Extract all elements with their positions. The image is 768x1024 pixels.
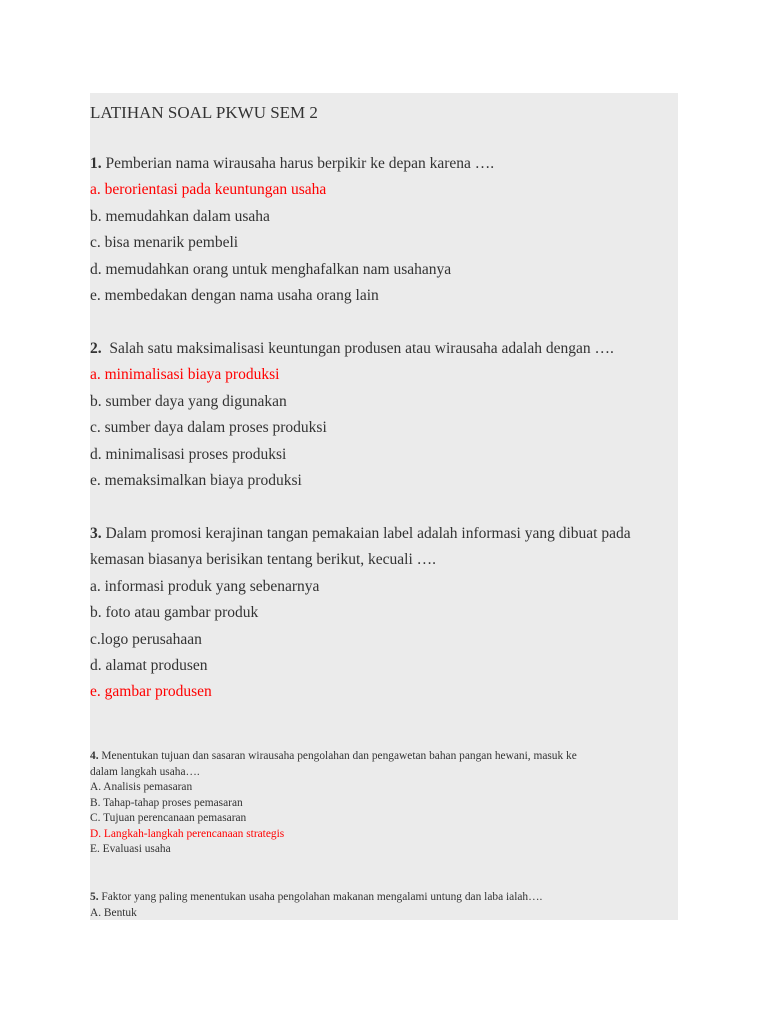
answer-option: b. foto atau gambar produk — [90, 604, 259, 622]
answer-option: e. memaksimalkan biaya produksi — [90, 471, 302, 489]
answer-option-correct: a. berorientasi pada keuntungan usaha — [90, 181, 327, 199]
answer-option: C. Tujuan perencanaan pemasaran — [90, 812, 247, 824]
question-number: 5. — [90, 891, 99, 903]
question-number: 3. — [90, 525, 102, 542]
answer-option: E. Evaluasi usaha — [90, 843, 171, 855]
question-text-line-2: kemasan biasanya berisikan tentang berikut, kecuali …. — [90, 551, 437, 569]
question-text: Faktor yang paling menentukan usaha pengolahan makanan mengalami untung dan laba ialah…. — [101, 891, 543, 903]
question-3 — [90, 521, 631, 706]
document-title: LATIHAN SOAL PKWU SEM 2 — [90, 103, 318, 122]
answer-option: A. Bentuk — [90, 906, 137, 919]
question-text-line-1: Menentukan tujuan dan sasaran wirausaha pengolahan dan pengawetan bahan pangan hewani, masuk ke — [101, 750, 577, 762]
question-text-line-2: dalam langkah usaha…. — [90, 765, 200, 778]
answer-option-correct: a. minimalisasi biaya produksi — [90, 366, 280, 384]
question-1 — [90, 151, 494, 309]
answer-option: d. alamat produsen — [90, 656, 208, 674]
answer-option: b. sumber daya yang digunakan — [90, 392, 287, 410]
answer-option: d. memudahkan orang untuk menghafalkan nam usahanya — [90, 260, 452, 278]
answer-option: d. minimalisasi proses produksi — [90, 445, 287, 463]
answer-option: b. memudahkan dalam usaha — [90, 207, 270, 225]
question-stem — [90, 151, 494, 177]
question-number: 2. — [90, 340, 102, 357]
question-stem — [90, 336, 614, 362]
question-text: Salah satu maksimalisasi keuntungan produsen atau wirausaha adalah dengan …. — [105, 340, 614, 357]
question-stem — [90, 521, 631, 547]
question-2 — [90, 336, 614, 494]
answer-option: a. informasi produk yang sebenarnya — [90, 577, 320, 595]
question-number: 4. — [90, 750, 99, 762]
question-4 — [90, 749, 577, 858]
question-text-line-1: Dalam promosi kerajinan tangan pemakaian label adalah informasi yang dibuat pada — [105, 525, 631, 542]
document-page — [90, 93, 678, 920]
question-5 — [90, 890, 542, 920]
answer-option: c. sumber daya dalam proses produksi — [90, 419, 327, 437]
answer-option: B. Tahap-tahap proses pemasaran — [90, 796, 243, 809]
question-stem — [90, 749, 577, 765]
question-text: Pemberian nama wirausaha harus berpikir ke depan karena …. — [105, 155, 495, 172]
answer-option: A. Analisis pemasaran — [90, 781, 193, 793]
answer-option: c.logo perusahaan — [90, 630, 202, 648]
answer-option: e. membedakan dengan nama usaha orang lain — [90, 286, 379, 304]
answer-option-correct: e. gambar produsen — [90, 683, 212, 701]
answer-option: c. bisa menarik pembeli — [90, 234, 239, 252]
question-number: 1. — [90, 155, 102, 172]
question-stem — [90, 890, 542, 906]
answer-option-correct: D. Langkah-langkah perencanaan strategis — [90, 827, 285, 840]
